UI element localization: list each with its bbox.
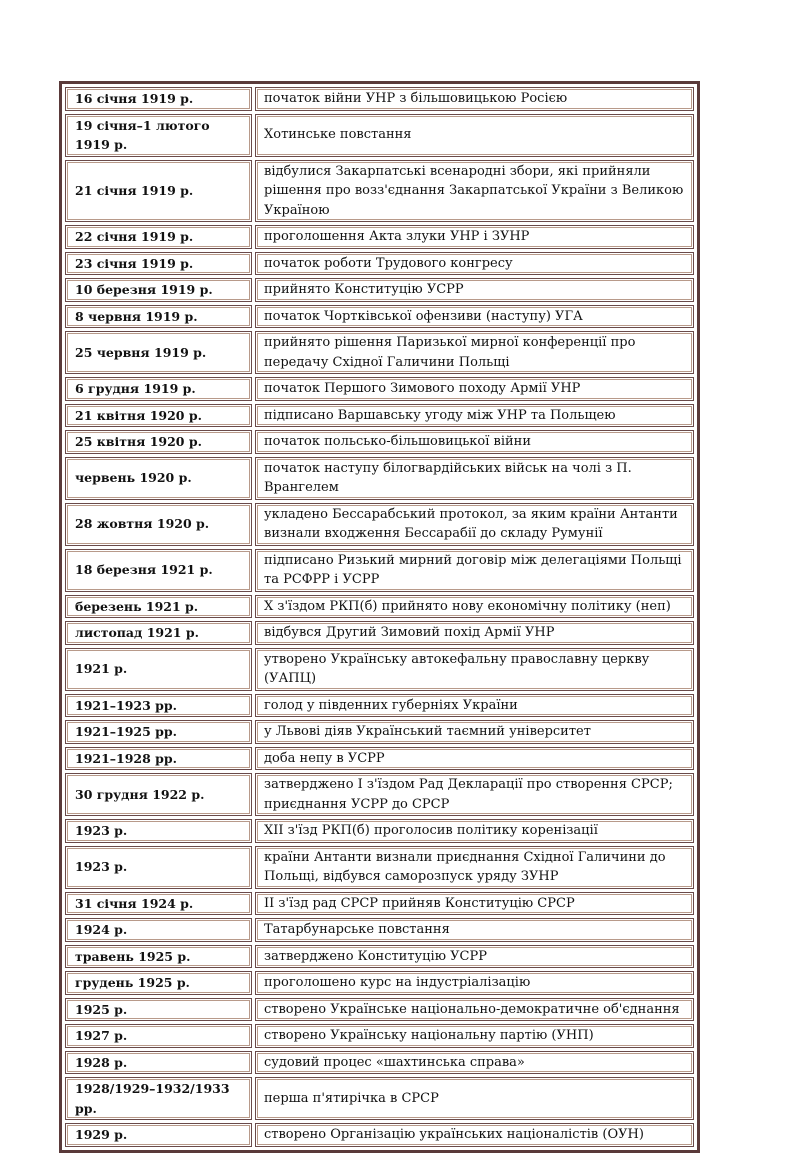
event-cell: II з'їзд рад СРСР прийняв Конституцію СРСР — [255, 892, 694, 916]
event-cell: перша п'ятирічка в СРСР — [255, 1077, 694, 1120]
table-row — [65, 621, 694, 645]
event-cell: початок Першого Зимового походу Армії УНР — [255, 377, 694, 401]
chronology-table — [62, 84, 697, 1150]
date-cell: 6 грудня 1919 р. — [65, 377, 252, 401]
table-row — [65, 595, 694, 619]
date-cell: 1921–1925 рр. — [65, 720, 252, 744]
event-cell: доба непу в УСРР — [255, 747, 694, 771]
table-row — [65, 503, 694, 546]
date-cell: 8 червня 1919 р. — [65, 305, 252, 329]
date-cell: 10 березня 1919 р. — [65, 278, 252, 302]
event-cell: XII з'їзд РКП(б) проголосив політику коренізації — [255, 819, 694, 843]
table-row — [65, 971, 694, 995]
event-cell: затверджено I з'їздом Рад Декларації про створення СРСР; приєднання УСРР до СРСР — [255, 773, 694, 816]
date-cell: 30 грудня 1922 р. — [65, 773, 252, 816]
event-cell: X з'їздом РКП(б) прийнято нову економічну політику (неп) — [255, 595, 694, 619]
event-cell: відбулися Закарпатські всенародні збори, які прийняли рішення про возз'єднання Закарпатської України з Великою Україною — [255, 160, 694, 223]
date-cell: 18 березня 1921 р. — [65, 549, 252, 592]
table-row — [65, 773, 694, 816]
table-row — [65, 1123, 694, 1147]
event-cell: початок наступу білогвардійських військ на чолі з П. Врангелем — [255, 457, 694, 500]
date-cell: 1921 р. — [65, 648, 252, 691]
event-cell: Хотинське повстання — [255, 114, 694, 157]
table-row — [65, 457, 694, 500]
event-cell: відбувся Другий Зимовий похід Армії УНР — [255, 621, 694, 645]
table-row — [65, 1077, 694, 1120]
date-cell: листопад 1921 р. — [65, 621, 252, 645]
date-cell: 19 січня–1 лютого 1919 р. — [65, 114, 252, 157]
table-row — [65, 87, 694, 111]
table-row — [65, 430, 694, 454]
chronology-table-body — [65, 87, 694, 1147]
table-row — [65, 160, 694, 223]
table-row — [65, 278, 694, 302]
table-row — [65, 331, 694, 374]
date-cell: березень 1921 р. — [65, 595, 252, 619]
table-row — [65, 846, 694, 889]
date-cell: 1927 р. — [65, 1024, 252, 1048]
event-cell: створено Українську національну партію (УНП) — [255, 1024, 694, 1048]
event-cell: створено Організацію українських націоналістів (ОУН) — [255, 1123, 694, 1147]
table-row — [65, 252, 694, 276]
event-cell: початок польсько-більшовицької війни — [255, 430, 694, 454]
event-cell: у Львові діяв Український таємний університет — [255, 720, 694, 744]
table-row — [65, 945, 694, 969]
table-row — [65, 819, 694, 843]
date-cell: 21 січня 1919 р. — [65, 160, 252, 223]
table-row — [65, 648, 694, 691]
event-cell: укладено Бессарабський протокол, за яким країни Антанти визнали входження Бессарабії до складу Румунії — [255, 503, 694, 546]
date-cell: 31 січня 1924 р. — [65, 892, 252, 916]
event-cell: прийнято Конституцію УСРР — [255, 278, 694, 302]
date-cell: 28 жовтня 1920 р. — [65, 503, 252, 546]
table-row — [65, 694, 694, 718]
table-row — [65, 1051, 694, 1075]
event-cell: проголошено курс на індустріалізацію — [255, 971, 694, 995]
date-cell: 1921–1928 рр. — [65, 747, 252, 771]
event-cell: підписано Ризький мирний договір між делегаціями Польщі та РСФРР і УСРР — [255, 549, 694, 592]
event-cell: початок Чортківської офензиви (наступу) УГА — [255, 305, 694, 329]
table-row — [65, 377, 694, 401]
table-row — [65, 549, 694, 592]
table-row — [65, 720, 694, 744]
date-cell: 21 квітня 1920 р. — [65, 404, 252, 428]
event-cell: проголошення Акта злуки УНР і ЗУНР — [255, 225, 694, 249]
date-cell: 16 січня 1919 р. — [65, 87, 252, 111]
date-cell: 1925 р. — [65, 998, 252, 1022]
event-cell: затверджено Конституцію УСРР — [255, 945, 694, 969]
date-cell: 1928 р. — [65, 1051, 252, 1075]
event-cell: країни Антанти визнали приєднання Східної Галичини до Польщі, відбувся саморозпуск уряду ЗУНР — [255, 846, 694, 889]
table-row — [65, 747, 694, 771]
date-cell: 25 квітня 1920 р. — [65, 430, 252, 454]
chronology-table-frame — [59, 81, 700, 1153]
event-cell: створено Українське національно-демократичне об'єднання — [255, 998, 694, 1022]
table-row — [65, 404, 694, 428]
event-cell: початок війни УНР з більшовицькою Росією — [255, 87, 694, 111]
date-cell: 1923 р. — [65, 819, 252, 843]
event-cell: початок роботи Трудового конгресу — [255, 252, 694, 276]
date-cell: 1928/1929–1932/1933 рр. — [65, 1077, 252, 1120]
date-cell: 1929 р. — [65, 1123, 252, 1147]
date-cell: травень 1925 р. — [65, 945, 252, 969]
event-cell: утворено Українську автокефальну православну церкву (УАПЦ) — [255, 648, 694, 691]
table-row — [65, 918, 694, 942]
date-cell: червень 1920 р. — [65, 457, 252, 500]
table-row — [65, 1024, 694, 1048]
table-row — [65, 225, 694, 249]
event-cell: судовий процес «шахтинська справа» — [255, 1051, 694, 1075]
event-cell: Татарбунарське повстання — [255, 918, 694, 942]
table-row — [65, 892, 694, 916]
date-cell: 23 січня 1919 р. — [65, 252, 252, 276]
date-cell: 1923 р. — [65, 846, 252, 889]
event-cell: підписано Варшавську угоду між УНР та Польщею — [255, 404, 694, 428]
date-cell: грудень 1925 р. — [65, 971, 252, 995]
table-row — [65, 998, 694, 1022]
date-cell: 25 червня 1919 р. — [65, 331, 252, 374]
date-cell: 22 січня 1919 р. — [65, 225, 252, 249]
event-cell: голод у південних губерніях України — [255, 694, 694, 718]
date-cell: 1921–1923 рр. — [65, 694, 252, 718]
date-cell: 1924 р. — [65, 918, 252, 942]
event-cell: прийнято рішення Паризької мирної конференції про передачу Східної Галичини Польщі — [255, 331, 694, 374]
table-row — [65, 305, 694, 329]
table-row — [65, 114, 694, 157]
